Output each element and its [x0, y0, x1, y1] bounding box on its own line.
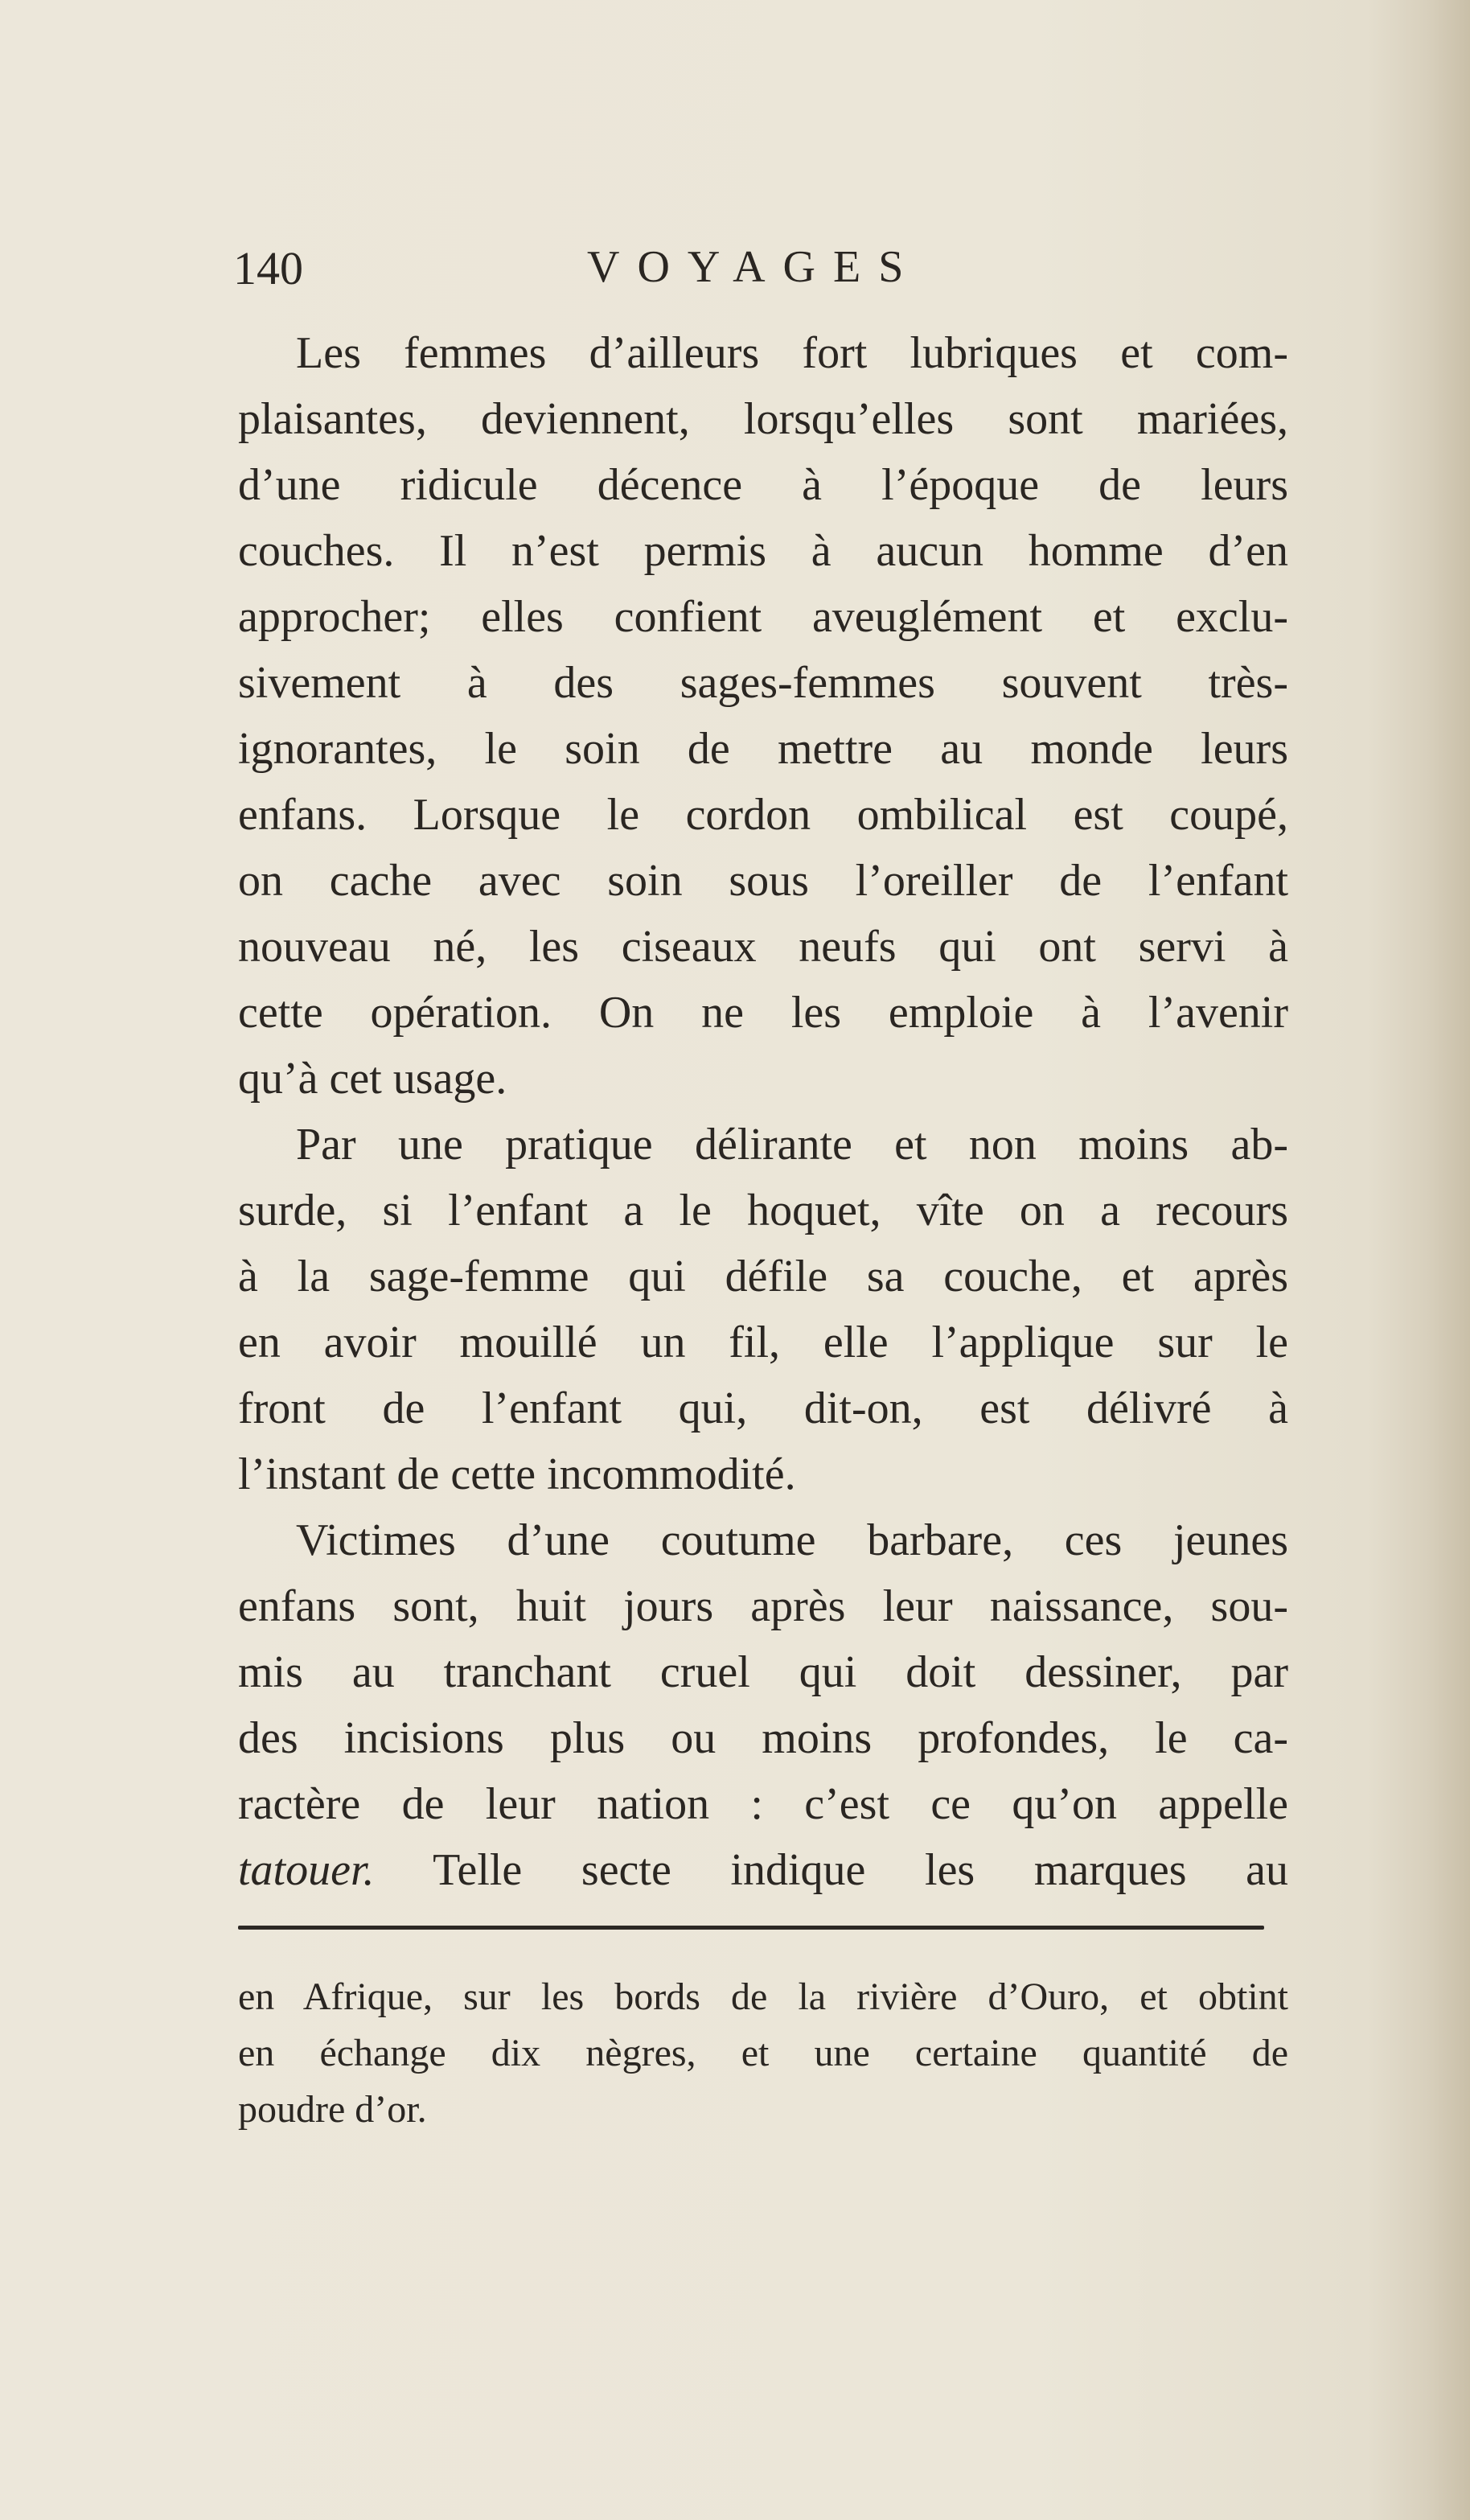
text-line: on cache avec soin sous l’oreiller de l’enfant: [238, 856, 1288, 906]
text-span: Telle secte indique les marques au: [374, 1845, 1288, 1895]
text-line: l’instant de cette incommodité.: [238, 1449, 796, 1499]
main-text: [238, 320, 1288, 1903]
page-number: 140: [233, 242, 303, 294]
text-line: enfans. Lorsque le cordon ombilical est coupé,: [238, 790, 1288, 840]
paragraph: [238, 320, 1288, 1112]
text-line: couches. Il n’est permis à aucun homme d’en: [238, 526, 1288, 576]
footnote-line: poudre d’or.: [238, 2088, 427, 2131]
text-line: Victimes d’une coutume barbare, ces jeunes: [296, 1515, 1288, 1565]
text-line: [238, 1837, 1288, 1903]
text-line: nouveau né, les ciseaux neufs qui ont servi à: [238, 922, 1288, 972]
text-line: des incisions plus ou moins profondes, le ca-: [238, 1713, 1288, 1763]
running-title: VOYAGES: [587, 242, 922, 292]
text-line: ractère de leur nation : c’est ce qu’on appelle: [238, 1779, 1288, 1829]
footnote-divider: [238, 1926, 1264, 1930]
text-line: surde, si l’enfant a le hoquet, vîte on a recours: [238, 1186, 1288, 1235]
text-line: à la sage-femme qui défile sa couche, et après: [238, 1252, 1288, 1301]
text-line: en avoir mouillé un fil, elle l’applique sur le: [238, 1318, 1288, 1367]
text-line: ignorantes, le soin de mettre au monde leurs: [238, 724, 1288, 774]
italic-term: tatouer.: [238, 1845, 375, 1895]
text-line: d’une ridicule décence à l’époque de leurs: [238, 460, 1288, 510]
text-line: qu’à cet usage.: [238, 1054, 507, 1104]
paragraph: [238, 1507, 1288, 1903]
text-line: Par une pratique délirante et non moins ab-: [296, 1120, 1288, 1170]
text-line: approcher; elles confient aveuglément et exclu-: [238, 592, 1288, 642]
text-line: sivement à des sages-femmes souvent très-: [238, 658, 1288, 708]
text-line: plaisantes, deviennent, lorsqu’elles sont mariées,: [238, 394, 1288, 444]
paragraph: [238, 1112, 1288, 1507]
text-line: mis au tranchant cruel qui doit dessiner, par: [238, 1647, 1288, 1697]
text-line: cette opération. On ne les emploie à l’avenir: [238, 988, 1288, 1038]
running-header: [233, 241, 1303, 306]
text-line: front de l’enfant qui, dit-on, est délivré à: [238, 1383, 1288, 1433]
footnote-line: en Afrique, sur les bords de la rivière d’Ouro, et obtint: [238, 1975, 1288, 2018]
text-line: Les femmes d’ailleurs fort lubriques et com-: [296, 328, 1288, 378]
footnote-line: en échange dix nègres, et une certaine quantité de: [238, 2032, 1288, 2074]
footnote: [238, 1969, 1288, 2138]
text-line: enfans sont, huit jours après leur naissance, sou-: [238, 1581, 1288, 1631]
